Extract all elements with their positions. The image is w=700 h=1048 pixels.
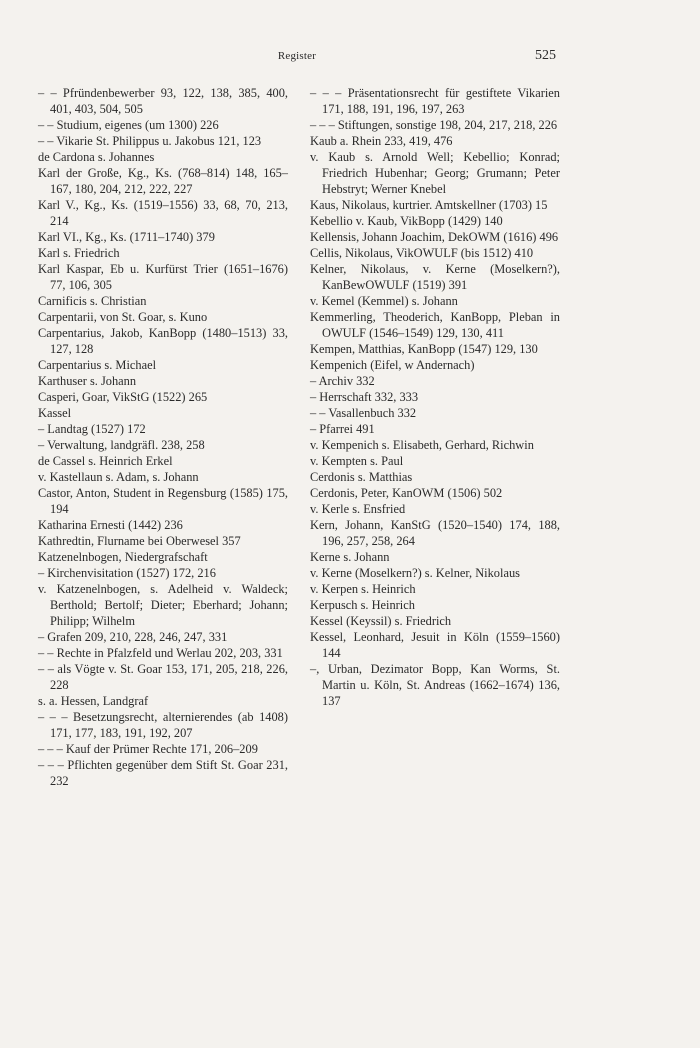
index-entry: Kempen, Matthias, KanBopp (1547) 129, 130 [310,342,538,356]
index-entry: Castor, Anton, Student in Regensburg (1585) 175, 194 [38,486,288,516]
index-entry: –, Urban, Dezimator Bopp, Kan Worms, St. Martin u. Köln, St. Andreas (1662–1674) 136, 137 [310,662,560,708]
index-entry: – Pfarrei 491 [310,422,375,436]
index-entry: Karl der Große, Kg., Ks. (768–814) 148, 165–167, 180, 204, 212, 222, 227 [38,166,288,196]
index-entry: – – – Präsentationsrecht für gestiftete Vikarien 171, 188, 191, 196, 197, 263 [310,86,560,116]
index-entry: – – – Pflichten gegenüber dem Stift St. Goar 231, 232 [38,758,288,788]
index-entry: – – Pfründenbewerber 93, 122, 138, 385, 400, 401, 403, 504, 505 [38,86,288,116]
index-entry: Kessel, Leonhard, Jesuit in Köln (1559–1560) 144 [310,630,560,660]
index-entry: Kerpusch s. Heinrich [310,598,415,612]
index-entry: – Kirchenvisitation (1527) 172, 216 [38,566,216,580]
index-entry: Karl VI., Kg., Ks. (1711–1740) 379 [38,230,215,244]
index-entry: Kerne s. Johann [310,550,390,564]
index-entry: v. Kerpen s. Heinrich [310,582,416,596]
index-entry: – – Studium, eigenes (um 1300) 226 [38,118,219,132]
index-entry: Kathredtin, Flurname bei Oberwesel 357 [38,534,241,548]
index-entry: Kaus, Nikolaus, kurtrier. Amtskellner (1703) 15 [310,198,548,212]
index-entry: – Landtag (1527) 172 [38,422,146,436]
index-entry: Kern, Johann, KanStG (1520–1540) 174, 188, 196, 257, 258, 264 [310,518,560,548]
index-entry: Karl V., Kg., Ks. (1519–1556) 33, 68, 70, 213, 214 [38,198,288,228]
index-entry: Casperi, Goar, VikStG (1522) 265 [38,390,208,404]
index-column-left [38,85,288,789]
index-entry: de Cassel s. Heinrich Erkel [38,454,173,468]
index-entry: Katzenelnbogen, Niedergrafschaft [38,550,208,564]
index-entry: – Verwaltung, landgräfl. 238, 258 [38,438,205,452]
page-number: 525 [535,48,556,63]
index-entry: Kelner, Nikolaus, v. Kerne (Moselkern?), KanBewOWULF (1519) 391 [310,262,560,292]
index-entry: Cerdonis, Peter, KanOWM (1506) 502 [310,486,503,500]
index-entry: Karl Kaspar, Eb u. Kurfürst Trier (1651–1676) 77, 106, 305 [38,262,288,292]
index-entry: – – – Stiftungen, sonstige 198, 204, 217, 218, 226 [310,118,558,132]
index-entry: – – Vasallenbuch 332 [310,406,417,420]
index-entry: Kemmerling, Theoderich, KanBopp, Pleban in OWULF (1546–1549) 129, 130, 411 [310,310,560,340]
index-entry: Kassel [38,406,72,420]
index-entry: – – – Besetzungsrecht, alternierendes (ab 1408) 171, 177, 183, 191, 192, 207 [38,710,288,740]
index-entry: Kaub a. Rhein 233, 419, 476 [310,134,453,148]
index-entry: – Grafen 209, 210, 228, 246, 247, 331 [38,630,228,644]
index-entry: Karl s. Friedrich [38,246,120,260]
index-entry: – Herrschaft 332, 333 [310,390,419,404]
index-entry: – – Rechte in Pfalzfeld und Werlau 202, 203, 331 [38,646,283,660]
index-entry: Carpentarii, von St. Goar, s. Kuno [38,310,208,324]
index-entry: – – Vikarie St. Philippus u. Jakobus 121, 123 [38,134,262,148]
index-entry: – – als Vögte v. St. Goar 153, 171, 205, 218, 226, 228 [38,662,288,692]
index-entry: Katharina Ernesti (1442) 236 [38,518,183,532]
index-entry: v. Kastellaun s. Adam, s. Johann [38,470,199,484]
index-entry: Karthuser s. Johann [38,374,137,388]
index-entry: v. Kerle s. Ensfried [310,502,406,516]
index-entry: v. Katzenelnbogen, s. Adelheid v. Waldeck; Berthold; Bertolf; Dieter; Eberhard; Johann; Philipp; Wilhelm [38,582,288,628]
index-entry: s. a. Hessen, Landgraf [38,694,149,708]
index-entry: v. Kemel (Kemmel) s. Johann [310,294,458,308]
index-entry: Cellis, Nikolaus, VikOWULF (bis 1512) 410 [310,246,534,260]
index-entry: Kessel (Keyssil) s. Friedrich [310,614,452,628]
index-entry: Cerdonis s. Matthias [310,470,413,484]
index-entry: v. Kempenich s. Elisabeth, Gerhard, Richwin [310,438,534,452]
index-entry: Carpentarius s. Michael [38,358,157,372]
index-entry: v. Kaub s. Arnold Well; Kebellio; Konrad; Friedrich Hubenhar; Georg; Grumann; Peter Hebstryt; Werner Knebel [310,150,560,196]
index-entry: Carnificis s. Christian [38,294,147,308]
index-entry: – Archiv 332 [310,374,375,388]
index-entry: Carpentarius, Jakob, KanBopp (1480–1513) 33, 127, 128 [38,326,288,356]
running-title: Register [277,50,317,62]
index-column-right [310,85,560,709]
index-entry: Kellensis, Johann Joachim, DekOWM (1616) 496 [310,230,559,244]
index-entry: Kempenich (Eifel, w Andernach) [310,358,475,372]
index-entry: de Cardona s. Johannes [38,150,155,164]
index-entry: v. Kerne (Moselkern?) s. Kelner, Nikolaus [310,566,520,580]
index-entry: Kebellio v. Kaub, VikBopp (1429) 140 [310,214,503,228]
index-entry: v. Kempten s. Paul [310,454,404,468]
index-entry: – – – Kauf der Prümer Rechte 171, 206–209 [38,742,258,756]
page-header [38,50,556,70]
